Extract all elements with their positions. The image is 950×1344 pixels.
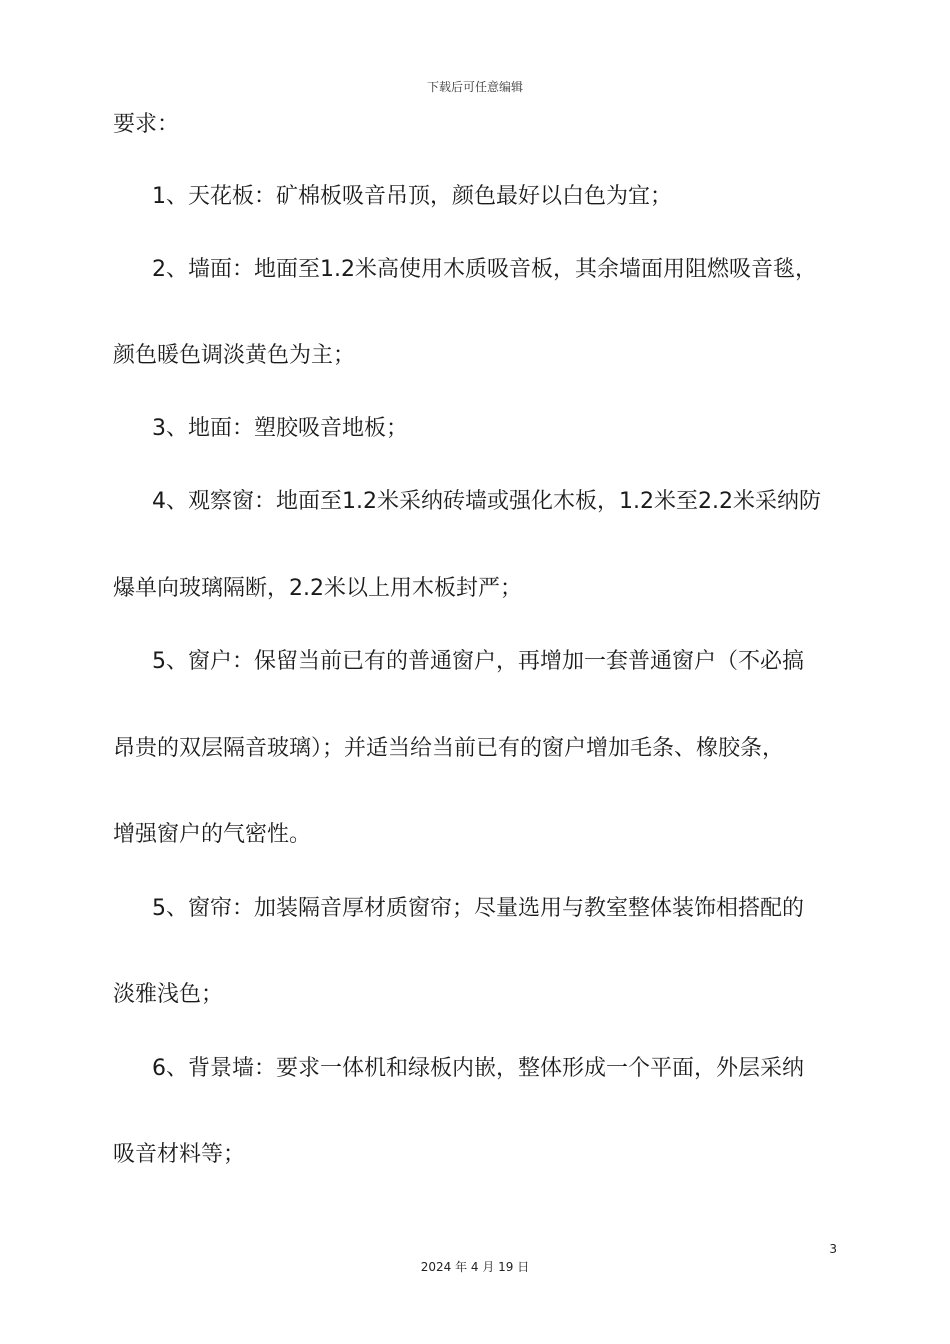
page-footer-date: 2024 年 4 月 19 日 — [420, 1260, 530, 1274]
page-number: 3 — [829, 1242, 837, 1256]
paragraph-line: 3、地面：塑胶吸音地板； — [152, 416, 408, 441]
page-header: 下载后可任意编辑 — [426, 80, 523, 94]
paragraph-line: 5、窗户：保留当前已有的普通窗户，再增加一套普通窗户（不必搞 — [152, 649, 804, 674]
paragraph-line: 昂贵的双层隔音玻璃）；并适当给当前已有的窗户增加毛条、橡胶条， — [113, 736, 785, 761]
paragraph-line: 1、天花板：矿棉板吸音吊顶，颜色最好以白色为宜； — [152, 184, 672, 209]
paragraph-line: 增强窗户的气密性。 — [113, 822, 312, 847]
paragraph-line: 4、观察窗：地面至1.2米采纳砖墙或强化木板，1.2米至2.2米采纳防 — [152, 489, 821, 514]
paragraph-line: 淡雅浅色； — [113, 982, 224, 1007]
paragraph-line: 6、背景墙：要求一体机和绿板内嵌，整体形成一个平面，外层采纳 — [152, 1056, 804, 1081]
paragraph-line: 2、墙面：地面至1.2米高使用木质吸音板，其余墙面用阻燃吸音毯， — [152, 257, 817, 282]
paragraph-line: 吸音材料等； — [113, 1142, 246, 1167]
paragraph-line: 5、窗帘：加装隔音厚材质窗帘；尽量选用与教室整体装饰相搭配的 — [152, 896, 804, 921]
paragraph-line: 要求： — [113, 112, 180, 137]
paragraph-line: 颜色暖色调淡黄色为主； — [113, 343, 356, 368]
paragraph-line: 爆单向玻璃隔断，2.2米以上用木板封严； — [113, 576, 522, 601]
